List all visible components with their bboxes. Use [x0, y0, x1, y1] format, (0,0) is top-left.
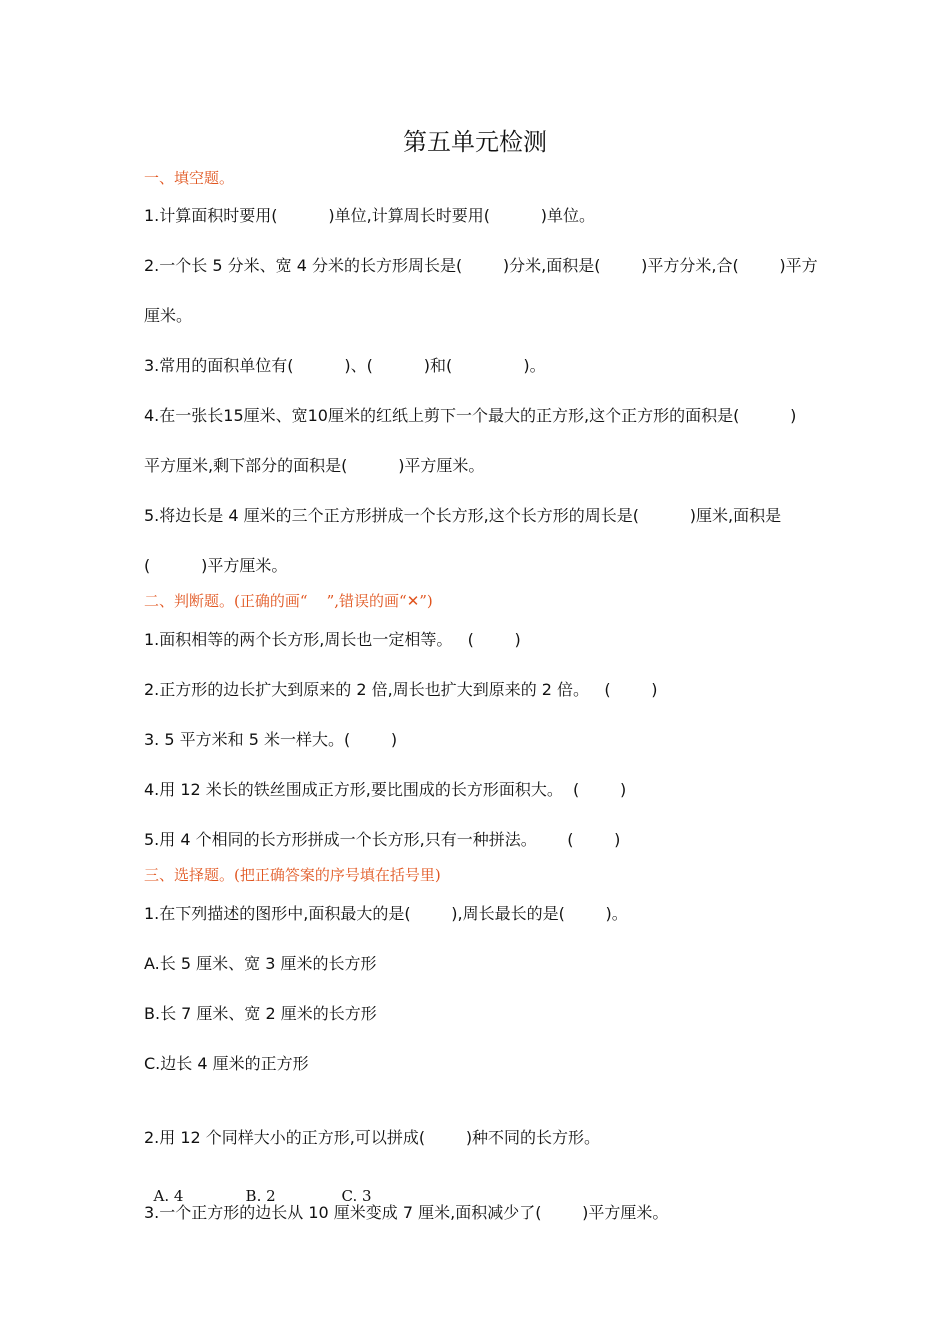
- question-3-1-option-b: B.长 7 厘米、宽 2 厘米的长方形: [144, 1004, 377, 1023]
- question-3-3: 3.一个正方形的边长从 10 厘米变成 7 厘米,面积减少了( )平方厘米。: [144, 1203, 669, 1222]
- question-1-5-line-1: 5.将边长是 4 厘米的三个正方形拼成一个长方形,这个长方形的周长是( )厘米,面积是: [144, 506, 782, 525]
- question-1-2-line-1: 2.一个长 5 分米、宽 4 分米的长方形周长是( )分米,面积是( )平方分米,合( )平方: [144, 256, 818, 275]
- question-3-1: 1.在下列描述的图形中,面积最大的是( ),周长最长的是( )。: [144, 904, 628, 923]
- question-3-2-options: [144, 1163, 372, 1207]
- question-1-4-line-1: 4.在一张长15厘米、宽10厘米的红纸上剪下一个最大的正方形,这个正方形的面积是( ): [144, 406, 797, 425]
- page-title: 第五单元检测: [403, 128, 547, 156]
- question-1-5-line-2: ( )平方厘米。: [144, 556, 288, 575]
- question-3-1-option-a: A.长 5 厘米、宽 3 厘米的长方形: [144, 954, 377, 973]
- question-3-1-option-c: C.边长 4 厘米的正方形: [144, 1054, 309, 1073]
- question-2-5: 5.用 4 个相同的长方形拼成一个长方形,只有一种拼法。 ( ): [144, 830, 621, 849]
- question-2-4: 4.用 12 米长的铁丝围成正方形,要比围成的长方形面积大。 ( ): [144, 780, 627, 799]
- section-heading-fill-blank: 一、填空题。: [144, 169, 235, 187]
- question-2-3: 3. 5 平方米和 5 米一样大。( ): [144, 730, 398, 749]
- question-2-2: 2.正方形的边长扩大到原来的 2 倍,周长也扩大到原来的 2 倍。 ( ): [144, 680, 658, 699]
- question-2-1: 1.面积相等的两个长方形,周长也一定相等。 ( ): [144, 630, 521, 649]
- section-heading-true-false: 二、判断题。(正确的画“ ”,错误的画“✕”): [144, 592, 433, 610]
- question-1-3: 3.常用的面积单位有( )、( )和( )。: [144, 356, 546, 375]
- question-3-2-option-a: A. 4: [153, 1187, 184, 1205]
- question-1-4-line-2: 平方厘米,剩下部分的面积是( )平方厘米。: [144, 456, 485, 475]
- question-1-2-line-2: 厘米。: [144, 306, 193, 325]
- question-1-1: 1.计算面积时要用( )单位,计算周长时要用( )单位。: [144, 206, 596, 225]
- question-3-2: 2.用 12 个同样大小的正方形,可以拼成( )种不同的长方形。: [144, 1128, 601, 1147]
- question-3-2-option-c: C. 3: [341, 1187, 372, 1205]
- section-heading-multiple-choice: 三、选择题。(把正确答案的序号填在括号里): [144, 866, 441, 884]
- question-3-2-option-b: B. 2: [245, 1187, 276, 1205]
